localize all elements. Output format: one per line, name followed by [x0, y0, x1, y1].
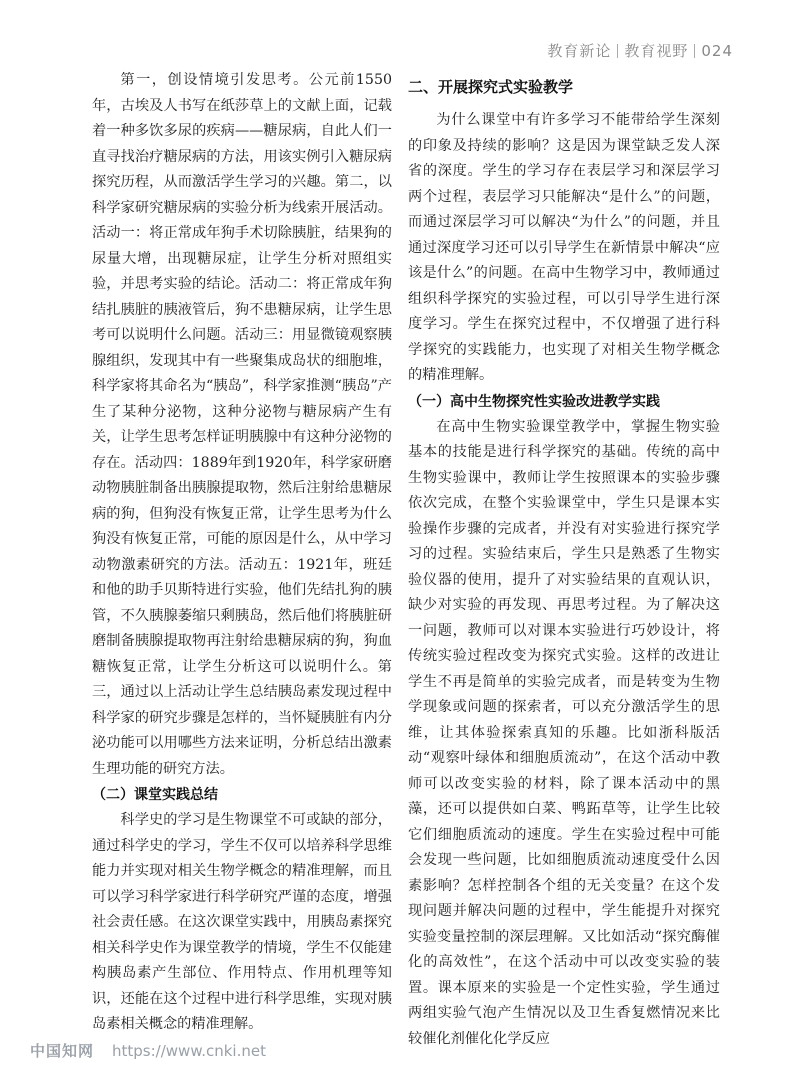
- right-column: [408, 68, 720, 1052]
- header-divider: [694, 44, 695, 58]
- section-name: 教育视野: [624, 42, 689, 60]
- subsection-heading: （一）高中生物探究性实验改进教学实践: [408, 393, 660, 410]
- cnki-logo: 中国知网: [30, 1042, 95, 1060]
- paragraph: 第一，创设情境引发思考。公元前1550年，古埃及人书写在纸莎草上的文献上面，记载着一种多饮多尿的疾病——糖尿病，自此人们一直寻找治疗糖尿病的方法，用该实例引入糖尿病探究历程，从而激活学生学习的兴趣。第二，以科学家研究糖尿病的实验分析为线索开展活动。活动一：将正常成年狗手术切除胰脏，结果狗的尿量大增，出现糖尿症，让学生分析对照组实验，并思考实验的结论。活动二：将正常成年狗结扎胰脏的胰液管后，狗不患糖尿病，让学生思考可以说明什么问题。活动三：用显微镜观察胰腺组织，发现其中有一些聚集成岛状的细胞堆，科学家将其命名为“胰岛”，科学家推测“胰岛”产生了某种分泌物，这种分泌物与糖尿病产生有关，让学生思考怎样证明胰腺中有这种分泌物的存在。活动四：1889年到1920年，科学家研磨动物胰脏制备出胰腺提取物，然后注射给患糖尿病的狗，但狗没有恢复正常，让学生思考为什么狗没有恢复正常，可能的原因是什么，从中学习动物激素研究的方法。活动五：1921年，班廷和他的助手贝斯特进行实验，他们先结扎狗的胰管，不久胰腺萎缩只剩胰岛，然后他们将胰脏研磨制备胰腺提取物再注射给患糖尿病的狗，狗血糖恢复正常，让学生分析这可以说明什么。第三，通过以上活动让学生总结胰岛素发现过程中科学家的研究步骤是怎样的，当怀疑胰脏有内分泌功能可以用哪些方法来证明，分析总结出激素生理功能的研究方法。: [92, 72, 392, 777]
- paragraph: 为什么课堂中有许多学习不能带给学生深刻的印象及持续的影响？这是因为课堂缺乏发人深省的深度。学生的学习存在表层学习和深层学习两个过程，表层学习只能解决“是什么”的问题，而通过深层学习可以解决“为什么”的问题，并且通过深度学习还可以引导学生在新情景中解决“应该是什么”的问题。在高中生物学习中，教师通过组织科学探究的实验过程，可以引导学生进行深度学习。学生在探究过程中，不仅增强了进行科学探究的实践能力，也实现了对相关生物学概念的精准理解。: [408, 112, 720, 383]
- journal-name: 教育新论: [547, 42, 612, 60]
- section-heading: 二、开展探究式实验教学: [408, 78, 574, 96]
- cnki-url: https://www.cnki.net: [112, 1042, 266, 1060]
- paragraph: 在高中生物实验课堂教学中，掌握生物实验基本的技能是进行科学探究的基础。传统的高中生物实验课中，教师让学生按照课本的实验步骤依次完成，在整个实验课堂中，学生只是课本实验操作步骤的完成者，并没有对实验进行探究学习的过程。实验结束后，学生只是熟悉了生物实验仪器的使用，提升了对实验结果的直观认识，缺少对实验的再发现、再思考过程。为了解决这一问题，教师可以对课本实验进行巧妙设计，将传统实验过程改变为探究式实验。这样的改进让学生不再是简单的实验完成者，而是转变为生物学现象或问题的探索者，可以充分激活学生的思维，让其体验探索真知的乐趣。比如浙科版活动“观察叶绿体和细胞质流动”，在这个活动中教师可以改变实验的材料，除了课本活动中的黑藻，还可以提供如白菜、鸭跖草等，让学生比较它们细胞质流动的速度。学生在实验过程中可能会发现一些问题，比如细胞质流动速度受什么因素影响？怎样控制各个组的无关变量？在这个发现问题并解决问题的过程中，学生能提升对探究实验变量控制的深层理解。又比如活动“探究酶催化的高效性”，在这个活动中可以改变实验的装置。课本原来的实验是一个定性实验，学生通过两组实验气泡产生情况以及卫生香复燃情况来比较催化剂催化化学反应: [408, 418, 720, 1047]
- left-column: [92, 68, 392, 1038]
- subsection-heading: （二）课堂实践总结: [92, 787, 218, 803]
- header-divider: [617, 44, 618, 58]
- running-header: [547, 40, 733, 61]
- footer-watermark: [30, 1040, 266, 1061]
- paragraph: 科学史的学习是生物课堂不可或缺的部分，通过科学史的学习，学生不仅可以培养科学思维能力并实现对相关生物学概念的精准理解，而且可以学习科学家进行科学研究严谨的态度，增强社会责任感。在这次课堂实践中，用胰岛素探究相关科学史作为课堂教学的情境，学生不仅能建构胰岛素产生部位、作用特点、作用机理等知识，还能在这个过程中进行科学思维，实现对胰岛素相关概念的精准理解。: [92, 812, 392, 1032]
- page-number: 024: [701, 42, 733, 60]
